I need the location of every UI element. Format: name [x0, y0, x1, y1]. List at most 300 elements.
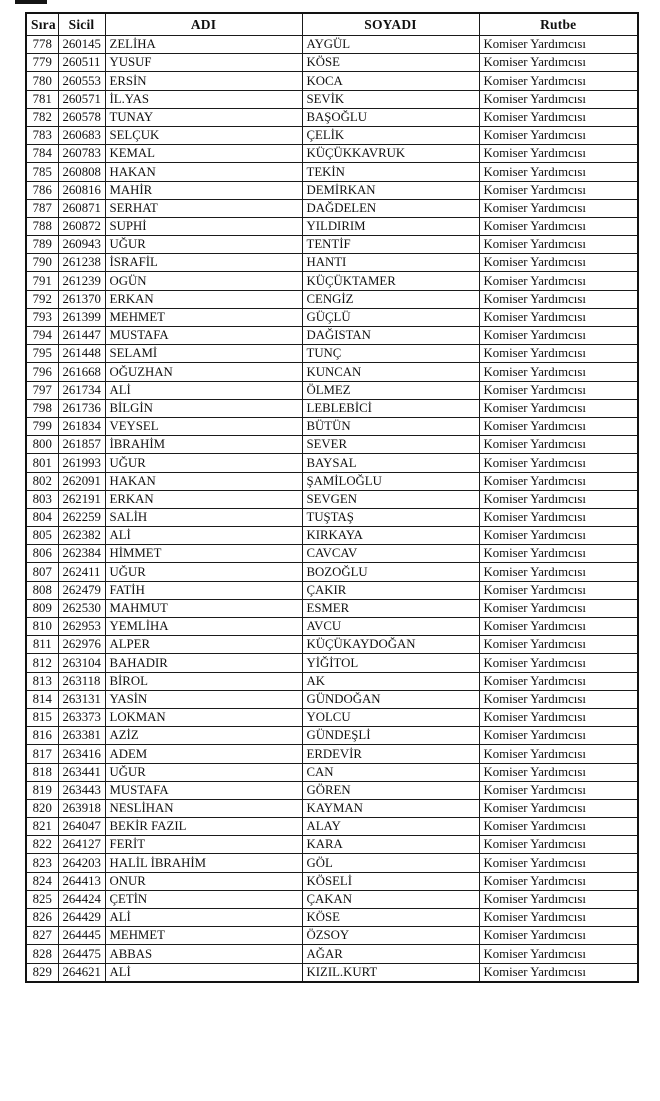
table-row — [26, 909, 638, 927]
sicil-cell: 261399 — [58, 308, 105, 326]
rutbe-cell: Komiser Yardımcısı — [479, 945, 638, 963]
adi-cell: UĞUR — [105, 763, 302, 781]
table-row — [26, 836, 638, 854]
sira-cell: 793 — [26, 308, 58, 326]
adi-cell: BEKİR FAZIL — [105, 818, 302, 836]
sira-cell: 820 — [26, 799, 58, 817]
scan-artifact-mark — [15, 0, 47, 4]
sicil-cell: 264475 — [58, 945, 105, 963]
sicil-cell: 260578 — [58, 108, 105, 126]
soyadi-cell: YILDIRIM — [302, 217, 479, 235]
sira-cell: 799 — [26, 417, 58, 435]
rutbe-cell: Komiser Yardımcısı — [479, 254, 638, 272]
sira-cell: 785 — [26, 163, 58, 181]
rutbe-cell: Komiser Yardımcısı — [479, 581, 638, 599]
rutbe-cell: Komiser Yardımcısı — [479, 363, 638, 381]
table-row — [26, 199, 638, 217]
rutbe-cell: Komiser Yardımcısı — [479, 872, 638, 890]
sicil-cell: 261734 — [58, 381, 105, 399]
table-row — [26, 145, 638, 163]
rutbe-cell: Komiser Yardımcısı — [479, 90, 638, 108]
rutbe-cell: Komiser Yardımcısı — [479, 636, 638, 654]
table-row — [26, 381, 638, 399]
rutbe-cell: Komiser Yardımcısı — [479, 618, 638, 636]
adi-cell: ERKAN — [105, 490, 302, 508]
table-row — [26, 90, 638, 108]
personnel-table — [25, 12, 639, 983]
soyadi-cell: ÇAKIR — [302, 581, 479, 599]
table-row — [26, 399, 638, 417]
table-row — [26, 327, 638, 345]
soyadi-cell: GÖREN — [302, 781, 479, 799]
table-row — [26, 54, 638, 72]
table-row — [26, 581, 638, 599]
sira-cell: 817 — [26, 745, 58, 763]
rutbe-cell: Komiser Yardımcısı — [479, 890, 638, 908]
sira-cell: 807 — [26, 563, 58, 581]
soyadi-cell: DAĞDELEN — [302, 199, 479, 217]
table-row — [26, 690, 638, 708]
sicil-cell: 262091 — [58, 472, 105, 490]
sira-cell: 816 — [26, 727, 58, 745]
soyadi-cell: GÖL — [302, 854, 479, 872]
rutbe-cell: Komiser Yardımcısı — [479, 545, 638, 563]
rutbe-cell: Komiser Yardımcısı — [479, 818, 638, 836]
adi-cell: İL.YAS — [105, 90, 302, 108]
soyadi-cell: KARA — [302, 836, 479, 854]
adi-cell: LOKMAN — [105, 708, 302, 726]
soyadi-cell: TEKİN — [302, 163, 479, 181]
sira-cell: 828 — [26, 945, 58, 963]
soyadi-cell: KIZIL.KURT — [302, 963, 479, 982]
adi-cell: MEHMET — [105, 308, 302, 326]
soyadi-cell: ERDEVİR — [302, 745, 479, 763]
adi-cell: MUSTAFA — [105, 327, 302, 345]
soyadi-cell: KÖSE — [302, 909, 479, 927]
rutbe-cell: Komiser Yardımcısı — [479, 563, 638, 581]
sicil-cell: 261370 — [58, 290, 105, 308]
rutbe-cell: Komiser Yardımcısı — [479, 272, 638, 290]
sicil-cell: 263441 — [58, 763, 105, 781]
sicil-cell: 264424 — [58, 890, 105, 908]
adi-cell: UĞUR — [105, 563, 302, 581]
sira-cell: 790 — [26, 254, 58, 272]
rutbe-cell: Komiser Yardımcısı — [479, 72, 638, 90]
adi-cell: HALİL İBRAHİM — [105, 854, 302, 872]
table-row — [26, 654, 638, 672]
sira-cell: 806 — [26, 545, 58, 563]
rutbe-cell: Komiser Yardımcısı — [479, 909, 638, 927]
sicil-cell: 260943 — [58, 236, 105, 254]
rutbe-cell: Komiser Yardımcısı — [479, 54, 638, 72]
sira-cell: 809 — [26, 599, 58, 617]
adi-cell: SUPHİ — [105, 217, 302, 235]
rutbe-cell: Komiser Yardımcısı — [479, 327, 638, 345]
soyadi-cell: AK — [302, 672, 479, 690]
rutbe-cell: Komiser Yardımcısı — [479, 690, 638, 708]
rutbe-cell: Komiser Yardımcısı — [479, 436, 638, 454]
adi-cell: YUSUF — [105, 54, 302, 72]
sicil-cell: 261448 — [58, 345, 105, 363]
adi-cell: YEMLİHA — [105, 618, 302, 636]
adi-cell: MAHİR — [105, 181, 302, 199]
adi-cell: MEHMET — [105, 927, 302, 945]
column-header-rutbe: Rutbe — [479, 13, 638, 36]
sira-cell: 813 — [26, 672, 58, 690]
rutbe-cell: Komiser Yardımcısı — [479, 599, 638, 617]
table-row — [26, 345, 638, 363]
rutbe-cell: Komiser Yardımcısı — [479, 36, 638, 54]
soyadi-cell: CAVCAV — [302, 545, 479, 563]
sicil-cell: 263118 — [58, 672, 105, 690]
sicil-cell: 264047 — [58, 818, 105, 836]
sicil-cell: 261857 — [58, 436, 105, 454]
soyadi-cell: GÜNDOĞAN — [302, 690, 479, 708]
soyadi-cell: AYGÜL — [302, 36, 479, 54]
rutbe-cell: Komiser Yardımcısı — [479, 508, 638, 526]
table-row — [26, 672, 638, 690]
adi-cell: OĞUZHAN — [105, 363, 302, 381]
sira-cell: 789 — [26, 236, 58, 254]
table-row — [26, 308, 638, 326]
sicil-cell: 260871 — [58, 199, 105, 217]
table-row — [26, 763, 638, 781]
sira-cell: 784 — [26, 145, 58, 163]
rutbe-cell: Komiser Yardımcısı — [479, 854, 638, 872]
adi-cell: ERKAN — [105, 290, 302, 308]
sicil-cell: 260683 — [58, 126, 105, 144]
rutbe-cell: Komiser Yardımcısı — [479, 181, 638, 199]
sira-cell: 796 — [26, 363, 58, 381]
sira-cell: 826 — [26, 909, 58, 927]
adi-cell: ADEM — [105, 745, 302, 763]
soyadi-cell: GÜÇLÜ — [302, 308, 479, 326]
adi-cell: ONUR — [105, 872, 302, 890]
table-row — [26, 490, 638, 508]
rutbe-cell: Komiser Yardımcısı — [479, 927, 638, 945]
sicil-cell: 262530 — [58, 599, 105, 617]
sira-cell: 819 — [26, 781, 58, 799]
table-row — [26, 272, 638, 290]
table-row — [26, 636, 638, 654]
sira-cell: 827 — [26, 927, 58, 945]
table-row — [26, 618, 638, 636]
sicil-cell: 264413 — [58, 872, 105, 890]
adi-cell: UĞUR — [105, 236, 302, 254]
table-row — [26, 108, 638, 126]
rutbe-cell: Komiser Yardımcısı — [479, 399, 638, 417]
table-row — [26, 872, 638, 890]
sira-cell: 818 — [26, 763, 58, 781]
soyadi-cell: ESMER — [302, 599, 479, 617]
sira-cell: 825 — [26, 890, 58, 908]
sicil-cell: 263381 — [58, 727, 105, 745]
soyadi-cell: BAŞOĞLU — [302, 108, 479, 126]
rutbe-cell: Komiser Yardımcısı — [479, 727, 638, 745]
sira-cell: 805 — [26, 527, 58, 545]
rutbe-cell: Komiser Yardımcısı — [479, 708, 638, 726]
sicil-cell: 260145 — [58, 36, 105, 54]
table-row — [26, 890, 638, 908]
table-row — [26, 363, 638, 381]
sira-cell: 788 — [26, 217, 58, 235]
table-row — [26, 181, 638, 199]
sira-cell: 808 — [26, 581, 58, 599]
table-body — [26, 36, 638, 982]
soyadi-cell: GÜNDEŞLİ — [302, 727, 479, 745]
adi-cell: ALİ — [105, 963, 302, 982]
soyadi-cell: KÖSELİ — [302, 872, 479, 890]
table-row — [26, 436, 638, 454]
sicil-cell: 262259 — [58, 508, 105, 526]
sira-cell: 794 — [26, 327, 58, 345]
adi-cell: OGÜN — [105, 272, 302, 290]
rutbe-cell: Komiser Yardımcısı — [479, 217, 638, 235]
table-row — [26, 126, 638, 144]
soyadi-cell: HANTI — [302, 254, 479, 272]
sira-cell: 802 — [26, 472, 58, 490]
soyadi-cell: TUNÇ — [302, 345, 479, 363]
sicil-cell: 260872 — [58, 217, 105, 235]
adi-cell: HİMMET — [105, 545, 302, 563]
table-row — [26, 508, 638, 526]
sicil-cell: 263443 — [58, 781, 105, 799]
sicil-cell: 264429 — [58, 909, 105, 927]
sicil-cell: 261239 — [58, 272, 105, 290]
sicil-cell: 262191 — [58, 490, 105, 508]
soyadi-cell: CAN — [302, 763, 479, 781]
soyadi-cell: TUŞTAŞ — [302, 508, 479, 526]
rutbe-cell: Komiser Yardımcısı — [479, 963, 638, 982]
soyadi-cell: ÖLMEZ — [302, 381, 479, 399]
table-row — [26, 217, 638, 235]
sira-cell: 804 — [26, 508, 58, 526]
adi-cell: ÇETİN — [105, 890, 302, 908]
sicil-cell: 263918 — [58, 799, 105, 817]
table-row — [26, 854, 638, 872]
adi-cell: MAHMUT — [105, 599, 302, 617]
adi-cell: ALPER — [105, 636, 302, 654]
soyadi-cell: KAYMAN — [302, 799, 479, 817]
rutbe-cell: Komiser Yardımcısı — [479, 836, 638, 854]
table-row — [26, 799, 638, 817]
sira-cell: 782 — [26, 108, 58, 126]
adi-cell: BİLGİN — [105, 399, 302, 417]
adi-cell: TUNAY — [105, 108, 302, 126]
rutbe-cell: Komiser Yardımcısı — [479, 745, 638, 763]
table-row — [26, 527, 638, 545]
adi-cell: UĞUR — [105, 454, 302, 472]
sicil-cell: 260511 — [58, 54, 105, 72]
soyadi-cell: KÜÇÜKKAVRUK — [302, 145, 479, 163]
table-row — [26, 72, 638, 90]
table-row — [26, 290, 638, 308]
soyadi-cell: ŞAMİLOĞLU — [302, 472, 479, 490]
sira-cell: 824 — [26, 872, 58, 890]
adi-cell: İBRAHİM — [105, 436, 302, 454]
soyadi-cell: KÜÇÜKTAMER — [302, 272, 479, 290]
sicil-cell: 263131 — [58, 690, 105, 708]
sicil-cell: 264203 — [58, 854, 105, 872]
rutbe-cell: Komiser Yardımcısı — [479, 672, 638, 690]
sira-cell: 829 — [26, 963, 58, 982]
rutbe-cell: Komiser Yardımcısı — [479, 472, 638, 490]
soyadi-cell: KIRKAYA — [302, 527, 479, 545]
sira-cell: 803 — [26, 490, 58, 508]
rutbe-cell: Komiser Yardımcısı — [479, 290, 638, 308]
table-row — [26, 417, 638, 435]
sicil-cell: 262479 — [58, 581, 105, 599]
soyadi-cell: BAYSAL — [302, 454, 479, 472]
sicil-cell: 263416 — [58, 745, 105, 763]
table-row — [26, 927, 638, 945]
table-row — [26, 36, 638, 54]
soyadi-cell: YİĞİTOL — [302, 654, 479, 672]
table-row — [26, 472, 638, 490]
adi-cell: AZİZ — [105, 727, 302, 745]
table-row — [26, 781, 638, 799]
table-row — [26, 236, 638, 254]
sicil-cell: 262382 — [58, 527, 105, 545]
table-row — [26, 963, 638, 982]
adi-cell: YASİN — [105, 690, 302, 708]
sicil-cell: 260808 — [58, 163, 105, 181]
rutbe-cell: Komiser Yardımcısı — [479, 236, 638, 254]
rutbe-cell: Komiser Yardımcısı — [479, 781, 638, 799]
soyadi-cell: YOLCU — [302, 708, 479, 726]
table-row — [26, 945, 638, 963]
table-row — [26, 708, 638, 726]
adi-cell: FATİH — [105, 581, 302, 599]
sicil-cell: 264621 — [58, 963, 105, 982]
sira-cell: 821 — [26, 818, 58, 836]
soyadi-cell: AĞAR — [302, 945, 479, 963]
sicil-cell: 261238 — [58, 254, 105, 272]
sicil-cell: 263104 — [58, 654, 105, 672]
column-header-soyadi: SOYADI — [302, 13, 479, 36]
sicil-cell: 264445 — [58, 927, 105, 945]
sicil-cell: 260783 — [58, 145, 105, 163]
sicil-cell: 260816 — [58, 181, 105, 199]
sira-cell: 795 — [26, 345, 58, 363]
adi-cell: KEMAL — [105, 145, 302, 163]
rutbe-cell: Komiser Yardımcısı — [479, 799, 638, 817]
adi-cell: BAHADIR — [105, 654, 302, 672]
rutbe-cell: Komiser Yardımcısı — [479, 163, 638, 181]
soyadi-cell: KOCA — [302, 72, 479, 90]
table-row — [26, 163, 638, 181]
soyadi-cell: ÖZSOY — [302, 927, 479, 945]
sira-cell: 801 — [26, 454, 58, 472]
rutbe-cell: Komiser Yardımcısı — [479, 417, 638, 435]
sicil-cell: 260571 — [58, 90, 105, 108]
soyadi-cell: BOZOĞLU — [302, 563, 479, 581]
sira-cell: 779 — [26, 54, 58, 72]
soyadi-cell: ÇAKAN — [302, 890, 479, 908]
sira-cell: 822 — [26, 836, 58, 854]
sira-cell: 791 — [26, 272, 58, 290]
sicil-cell: 262976 — [58, 636, 105, 654]
soyadi-cell: SEVİK — [302, 90, 479, 108]
sira-cell: 798 — [26, 399, 58, 417]
adi-cell: ALİ — [105, 909, 302, 927]
soyadi-cell: DAĞISTAN — [302, 327, 479, 345]
rutbe-cell: Komiser Yardımcısı — [479, 490, 638, 508]
sicil-cell: 263373 — [58, 708, 105, 726]
soyadi-cell: LEBLEBİCİ — [302, 399, 479, 417]
adi-cell: SELAMİ — [105, 345, 302, 363]
adi-cell: SERHAT — [105, 199, 302, 217]
soyadi-cell: BÜTÜN — [302, 417, 479, 435]
sira-cell: 800 — [26, 436, 58, 454]
table-row — [26, 545, 638, 563]
sira-cell: 823 — [26, 854, 58, 872]
adi-cell: HAKAN — [105, 472, 302, 490]
soyadi-cell: ÇELİK — [302, 126, 479, 144]
sira-cell: 780 — [26, 72, 58, 90]
adi-cell: SELÇUK — [105, 126, 302, 144]
sicil-cell: 261668 — [58, 363, 105, 381]
adi-cell: NESLİHAN — [105, 799, 302, 817]
sira-cell: 810 — [26, 618, 58, 636]
rutbe-cell: Komiser Yardımcısı — [479, 145, 638, 163]
sira-cell: 792 — [26, 290, 58, 308]
sira-cell: 787 — [26, 199, 58, 217]
adi-cell: ZELİHA — [105, 36, 302, 54]
adi-cell: VEYSEL — [105, 417, 302, 435]
rutbe-cell: Komiser Yardımcısı — [479, 108, 638, 126]
rutbe-cell: Komiser Yardımcısı — [479, 126, 638, 144]
soyadi-cell: DEMİRKAN — [302, 181, 479, 199]
sicil-cell: 260553 — [58, 72, 105, 90]
adi-cell: ALİ — [105, 527, 302, 545]
personnel-table-container — [25, 12, 637, 983]
sicil-cell: 264127 — [58, 836, 105, 854]
table-row — [26, 563, 638, 581]
table-row — [26, 727, 638, 745]
table-row — [26, 818, 638, 836]
adi-cell: ABBAS — [105, 945, 302, 963]
soyadi-cell: CENGİZ — [302, 290, 479, 308]
sira-cell: 786 — [26, 181, 58, 199]
soyadi-cell: ALAY — [302, 818, 479, 836]
soyadi-cell: KÜÇÜKAYDOĞAN — [302, 636, 479, 654]
sira-cell: 815 — [26, 708, 58, 726]
rutbe-cell: Komiser Yardımcısı — [479, 763, 638, 781]
adi-cell: SALİH — [105, 508, 302, 526]
sira-cell: 783 — [26, 126, 58, 144]
soyadi-cell: TENTİF — [302, 236, 479, 254]
sira-cell: 781 — [26, 90, 58, 108]
adi-cell: ERSİN — [105, 72, 302, 90]
rutbe-cell: Komiser Yardımcısı — [479, 199, 638, 217]
sicil-cell: 261736 — [58, 399, 105, 417]
soyadi-cell: SEVER — [302, 436, 479, 454]
rutbe-cell: Komiser Yardımcısı — [479, 308, 638, 326]
table-row — [26, 454, 638, 472]
table-row — [26, 254, 638, 272]
sicil-cell: 261993 — [58, 454, 105, 472]
table-row — [26, 599, 638, 617]
sicil-cell: 262411 — [58, 563, 105, 581]
soyadi-cell: AVCU — [302, 618, 479, 636]
adi-cell: ALİ — [105, 381, 302, 399]
table-header-row — [26, 13, 638, 36]
sicil-cell: 262953 — [58, 618, 105, 636]
rutbe-cell: Komiser Yardımcısı — [479, 454, 638, 472]
column-header-sicil: Sicil — [58, 13, 105, 36]
sicil-cell: 262384 — [58, 545, 105, 563]
